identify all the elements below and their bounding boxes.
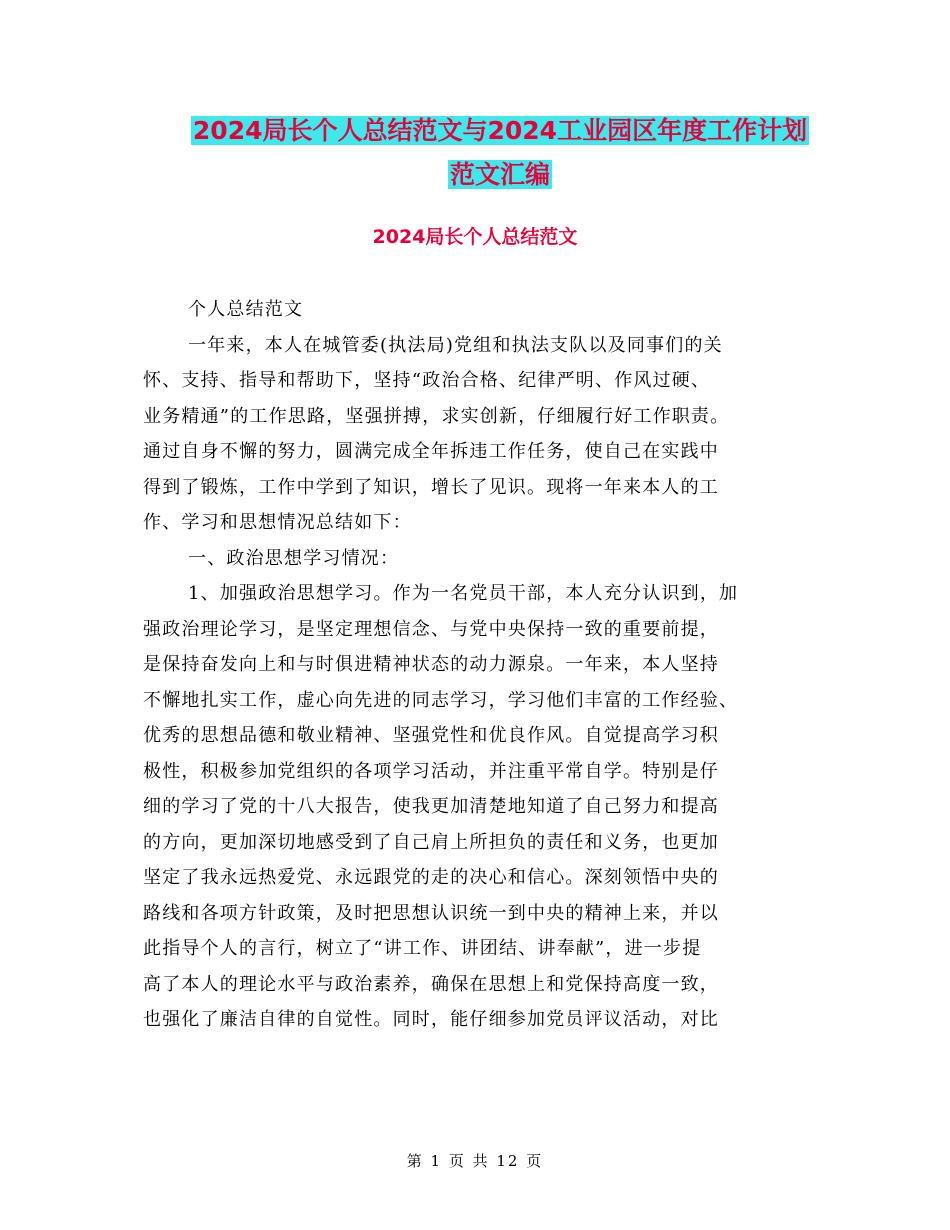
- paragraph-line: 路线和各项方针政策，及时把思想认识统一到中央的精神上来，并以: [143, 902, 719, 924]
- paragraph-line: 极性，积极参加党组织的各项学习活动，并注重平常自学。特别是仔: [143, 760, 719, 782]
- page-footer: 第 1 页 共 12 页: [406, 1152, 544, 1170]
- document-title-text-1: 2024局长个人总结范文与2024工业园区年度工作计划: [192, 116, 808, 145]
- document-title-line-2: [120, 156, 880, 194]
- paragraph-line: 的方向，更加深切地感受到了自己肩上所担负的责任和义务，也更加: [143, 831, 719, 853]
- paragraph-line: 1、加强政治思想学习。作为一名党员干部，本人充分认识到，加: [188, 583, 739, 604]
- paragraph-line: 作、学习和思想情况总结如下：: [143, 512, 412, 533]
- paragraph-line: 高了本人的理论水平与政治素养，确保在思想上和党保持高度一致，: [143, 973, 719, 995]
- body-text: [143, 292, 823, 1038]
- paragraph-line: 坚定了我永远热爱党、永远跟党的走的决心和信心。深刻领悟中央的: [143, 867, 719, 888]
- paragraph-line: 细的学习了党的十八大报告，使我更加清楚地知道了自己努力和提高: [143, 796, 719, 817]
- paragraph-line: 通过自身不懈的努力，圆满完成全年拆违工作任务，使自己在实践中: [143, 441, 719, 462]
- paragraph-line: 得到了锻炼，工作中学到了知识，增长了见识。现将一年来本人的工: [143, 476, 719, 498]
- paragraph-line: 优秀的思想品德和敬业精神、坚强党性和优良作风。自觉提高学习积: [143, 725, 719, 746]
- paragraph-line: 一年来，本人在城管委(执法局)党组和执法支队以及同事们的关: [188, 334, 723, 356]
- paragraph-line: 一、政治思想学习情况：: [188, 547, 400, 569]
- paragraph-line: 此指导个人的言行，树立了“讲工作、讲团结、讲奉献”，进一步提: [143, 938, 702, 959]
- paragraph-line: 个人总结范文: [188, 299, 304, 320]
- section-title: 2024局长个人总结范文: [372, 226, 578, 248]
- paragraph-line: 怀、支持、指导和帮助下，坚持“政治合格、纪律严明、作风过硬、: [143, 370, 711, 391]
- document-title-line-1: [120, 112, 880, 150]
- paragraph-line: 也强化了廉洁自律的自觉性。同时，能仔细参加党员评议活动，对比: [143, 1009, 719, 1030]
- paragraph-line: 是保持奋发向上和与时俱进精神状态的动力源泉。一年来，本人坚持: [143, 654, 719, 675]
- paragraph-line: 强政治理论学习，是坚定理想信念、与党中央保持一致的重要前提，: [143, 618, 719, 640]
- paragraph-line: 业务精通”的工作思路，坚强拼搏，求实创新，仔细履行好工作职责。: [143, 405, 730, 427]
- paragraph-line: 不懈地扎实工作，虚心向先进的同志学习，学习他们丰富的工作经验、: [143, 689, 739, 711]
- document-title-text-2: 范文汇编: [449, 160, 550, 189]
